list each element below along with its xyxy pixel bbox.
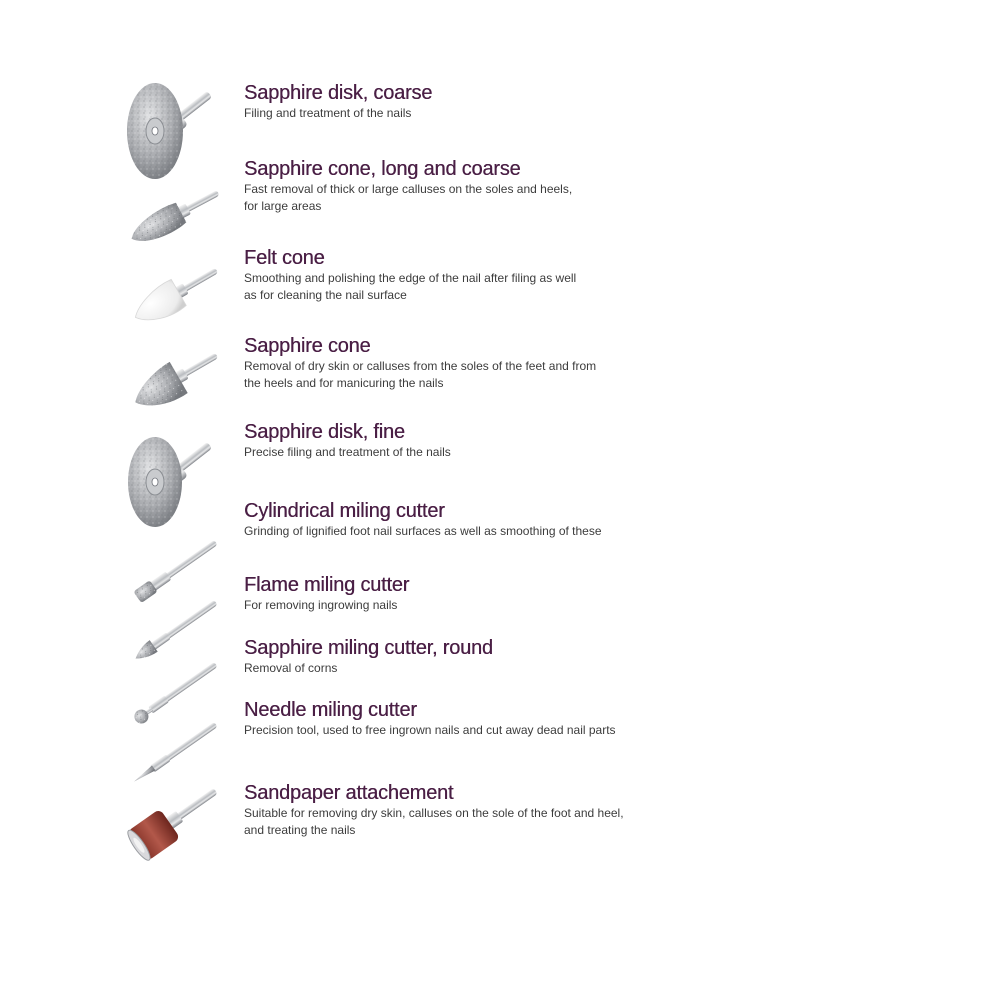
attachment-description: Removal of corns <box>244 661 338 675</box>
attachment-title: Sapphire disk, fine <box>244 421 405 443</box>
sandpaper-icon <box>125 774 225 866</box>
attachment-description: Filing and treatment of the nails <box>244 106 412 120</box>
attachment-title: Sandpaper attachement <box>244 782 454 804</box>
long-cone-icon <box>125 175 225 261</box>
attachment-description: Precision tool, used to free ingrown nails and cut away dead nail parts <box>244 723 616 737</box>
attachment-title: Sapphire cone <box>244 335 371 357</box>
attachment-title: Cylindrical miling cutter <box>244 500 445 522</box>
sapphire-disk-icon <box>125 430 225 530</box>
attachment-title: Felt cone <box>244 247 325 269</box>
attachment-description: Smoothing and polishing the edge of the nail after filing as well as for cleaning the nail surface <box>244 271 577 302</box>
attachment-description: Removal of dry skin or calluses from the soles of the feet and from the heels and for manicuring the nails <box>244 359 597 390</box>
attachment-title: Sapphire miling cutter, round <box>244 637 493 659</box>
attachment-title: Sapphire disk, coarse <box>244 82 433 104</box>
felt-cone-icon <box>125 258 225 338</box>
sapphire-cone-icon <box>125 342 225 424</box>
attachment-title: Sapphire cone, long and coarse <box>244 158 521 180</box>
sapphire-disk-icon <box>125 76 225 184</box>
attachment-title: Needle miling cutter <box>244 699 417 721</box>
attachment-title: Flame miling cutter <box>244 574 410 596</box>
attachment-description: Precise filing and treatment of the nails <box>244 445 451 459</box>
attachment-description: Fast removal of thick or large calluses on the soles and heels, for large areas <box>244 182 573 213</box>
attachment-description: Suitable for removing dry skin, calluses on the sole of the foot and heel, and treating the nails <box>244 806 624 837</box>
attachment-description: For removing ingrowing nails <box>244 598 398 612</box>
attachment-description: Grinding of lignified foot nail surfaces as well as smoothing of these <box>244 524 602 538</box>
